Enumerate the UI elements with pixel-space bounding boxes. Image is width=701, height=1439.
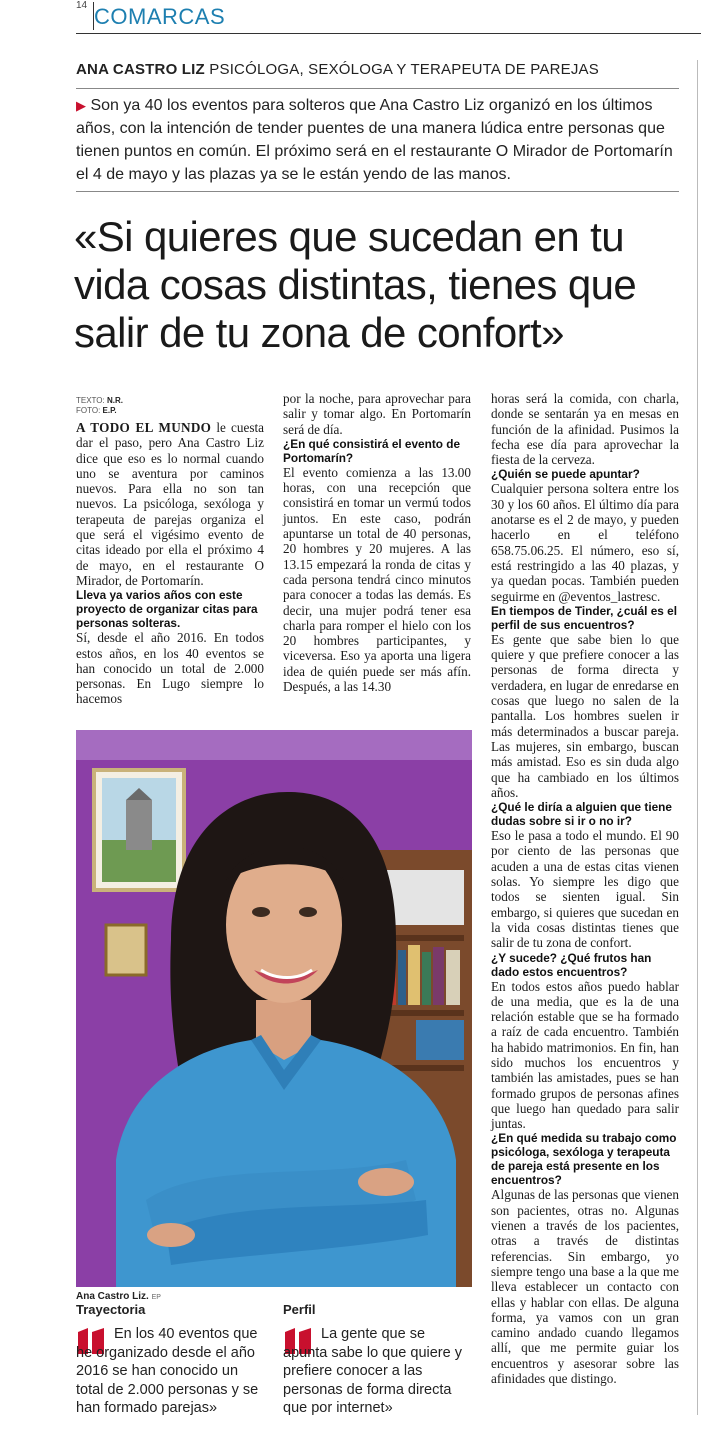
answer: Cualquier persona soltera entre los 30 y los 60 años. El último día para anotarse es el 2 de mayo, y pueden hacerlo en el teléfono 658.75.06.25. El número, eso sí, está restringido a las 40 plazas, y ya quedan pocas. También pueden seguirme en @eventos_lastresc. (491, 481, 679, 604)
article-column-2 (283, 391, 471, 694)
byline (76, 61, 599, 78)
credit-photo-author: E.P. (102, 406, 117, 415)
question: ¿En qué consistirá el evento de Portomarín? (283, 436, 460, 465)
triangle-bullet-icon: ▶ (76, 98, 86, 113)
paragraph: le cuesta dar el paso, pero Ana Castro Liz dice que eso es lo normal cuando uno se aventura por caminos nuevos. Para ella no son tan nuevos. La psicóloga, sexóloga y terapeuta de parejas organiza el que será el vigésimo evento de citas ideado por ella el próximo 4 de mayo, en el restaurante O Mirador, de Portomarín. (76, 420, 264, 588)
credit-text-author: N.R. (106, 396, 123, 405)
intro-rule-top (76, 88, 679, 89)
question: ¿En qué medida su trabajo como psicóloga, sexóloga y terapeuta de pareja está presente en los encuentros? (491, 1131, 677, 1188)
intro-rule-bottom (76, 191, 679, 192)
answer: En todos estos años puedo hablar de una media, que es la de una relación estable que se ha formado a raíz de cada encuentro. También ha habido matrimonios. En fin, han sido muchos los encuentros y también las amistades, pues se han formado grupos de personas afines que luego han quedado para salir juntas. (491, 978, 679, 1132)
answer: Algunas de las personas que vienen son pacientes, otras no. Algunas vienen a través de los pacientes, otras a través de distintas referencias. Sin embargo, yo siempre tengo una base a la que me lleva establecer un contacto con ellas y hablar con ellas. De alguna forma, ya vamos con un gran camino andado cuando llegamos allí, que me permite guiar los encuentros y asesorar sobre las afinidades que distingo. (491, 1187, 679, 1387)
answer: Eso le pasa a todo el mundo. El 90 por ciento de las personas que acuden a una de estas citas vienen solas. Yo siempre les digo que todos se sienten igual. Sin embargo, si quieres que sucedan en la vida cosas distintas tienes que salir de tu zona de confort. (491, 828, 679, 951)
caption-name: Ana Castro Liz. (76, 1291, 149, 1302)
section-title: COMARCAS (94, 4, 226, 29)
photo-caption (76, 1291, 161, 1302)
answer: Es gente que sabe bien lo que quiere y que prefiere conocer a las personas de forma directa y verdadera, en lugar de enredarse en cosas que luego no salen de la pantalla. Los hombres suelen ir más determinados a buscar pareja. Las mujeres, sin embargo, buscan más amistad. Eso es sin duda algo que ha cambiado en los últimos años. (491, 631, 679, 800)
portrait-photo (76, 730, 472, 1287)
portrait-illustration (76, 730, 472, 1287)
answer: El evento comienza a las 13.00 horas, con una recepción que consistirá en tomar un vermú todos juntos. En este caso, podrán apuntarse un total de 40 personas, 20 hombres y 20 mujeres. A las 13.15 empezará la ronda de citas y cada persona tendrá cinco minutos para conocer a todas las demás. Es decir, una mujer podrá tener esa charla para romper el hielo con los 20 hombres participantes, y viceversa. Eso ya aporta una ligera idea de quién puede ser más afín. Después, a las 14.30 (283, 464, 471, 695)
article-column-3 (491, 391, 679, 1386)
lead-in: A TODO EL MUNDO (76, 420, 212, 435)
byline-name: ANA CASTRO LIZ (76, 61, 205, 78)
intro-text: Son ya 40 los eventos para solteros que Ana Castro Liz organizó en los últimos años, con la intención de tender puentes de una manera lúdica entre personas que tienen puntos en común. El próximo será en el restaurante O Mirador de Portomarín el 4 de mayo y las plazas ya se le están yendo de las manos. (76, 97, 673, 183)
question: ¿Y sucede? ¿Qué frutos han dado estos encuentros? (491, 950, 652, 979)
caption-credit: EP (151, 1294, 161, 1301)
box-title-trayectoria: Trayectoria (76, 1302, 146, 1317)
column-side-rule (697, 60, 698, 1415)
byline-role: PSICÓLOGA, SEXÓLOGA Y TERAPEUTA DE PAREJAS (209, 61, 599, 78)
credit-photo-label: FOTO: (76, 406, 101, 415)
box-title-perfil: Perfil (283, 1302, 316, 1317)
article-column-1 (76, 420, 264, 707)
question: Lleva ya varios años con este proyecto de organizar citas para personas solteras. (76, 588, 258, 631)
paragraph: por la noche, para aprovechar para salir y tomar algo. En Portomarín será de día. (283, 391, 471, 437)
pull-quote-perfil: La gente que se apunta sabe lo que quiere y prefiere conocer a las personas de forma directa que por internet» (283, 1326, 462, 1416)
question: ¿Quién se puede apuntar? (491, 467, 640, 482)
header-rule (76, 33, 701, 34)
question: En tiempos de Tinder, ¿cuál es el perfil de sus encuentros? (491, 603, 677, 632)
question: ¿Qué le diría a alguien que tiene dudas sobre si ir o no ir? (491, 800, 672, 829)
answer: Sí, desde el año 2016. En todos estos años, en los 40 eventos se han conocido un total de 2.000 personas. En Lugo siempre lo hacemos (76, 630, 264, 707)
page-number: 14 (76, 0, 88, 11)
pull-quote-trayectoria: En los 40 eventos que he organizado desde el año 2016 se han conocido un total de 2.000 personas y se han formado parejas» (76, 1326, 259, 1416)
headline: «Si quieres que sucedan en tu vida cosas distintas, tienes que salir de tu zona de confort» (74, 213, 637, 356)
intro-paragraph (76, 94, 680, 186)
paragraph: horas será la comida, con charla, donde se sentarán ya en mesas en función de la afinidad. Pusimos la fecha ese día para aprovechar la fiesta de la cerveza. (491, 391, 679, 468)
credits (76, 396, 123, 416)
credit-text-label: TEXTO: (76, 396, 105, 405)
